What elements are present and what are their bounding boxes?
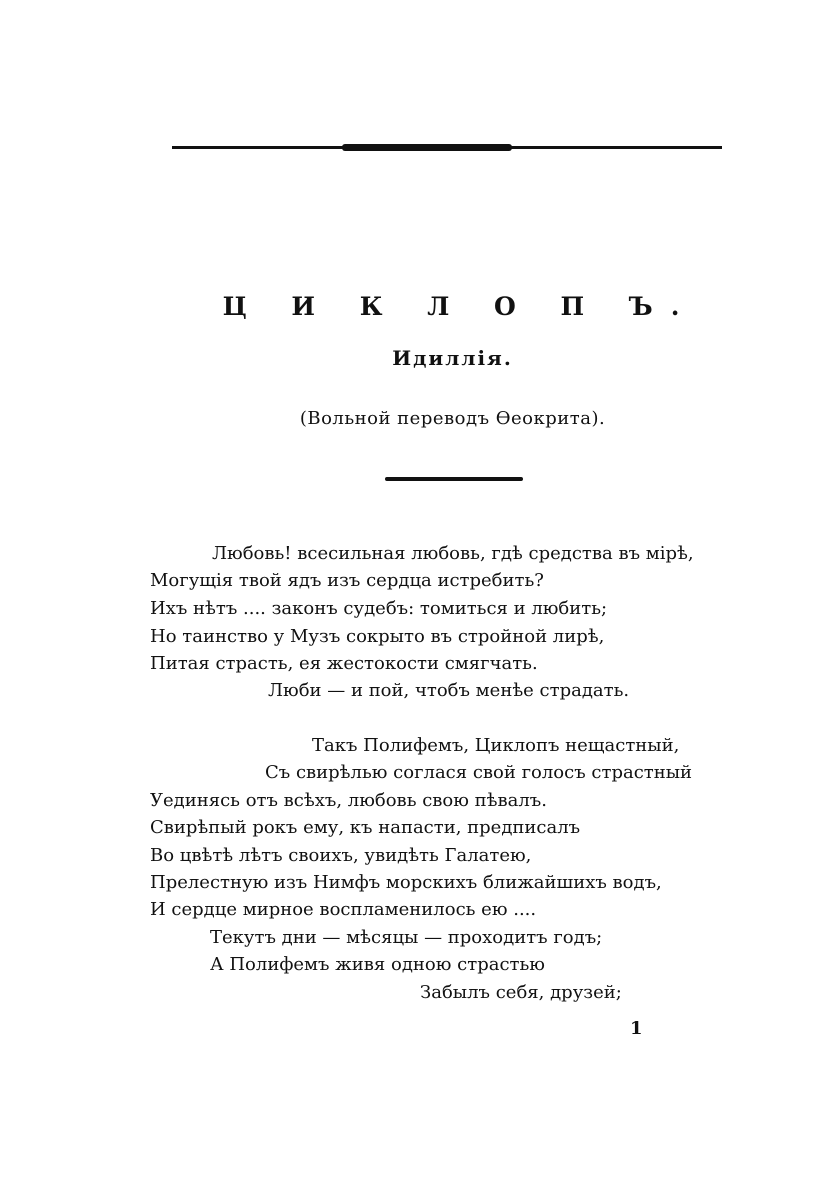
stanza-2-line-8: Текутъ дни — мѣсяцы — проходитъ годъ;	[210, 927, 603, 948]
poem-subtitle: Идиллія.	[392, 346, 513, 370]
stanza-1-line-2: Могущія твой ядъ изъ сердца истребить?	[150, 570, 544, 591]
stanza-2-line-2: Съ свирѣлью соглася свой голосъ страстный	[265, 762, 693, 783]
stanza-2-line-7: И сердце мирное воспламенилось ею ....	[150, 899, 537, 920]
stanza-2-line-9: А Полифемъ живя одною страстью	[210, 954, 545, 975]
stanza-1-line-1: Любовь! всесильная любовь, гдѣ средства въ мірѣ,	[212, 543, 694, 564]
stanza-2-line-3: Уединясь отъ всѣхъ, любовь свою пѣвалъ.	[150, 790, 547, 811]
stanza-1-line-4: Но таинство у Музъ сокрыто въ стройной лирѣ,	[150, 626, 605, 647]
poem-title: Ц И К Л О П Ъ.	[222, 292, 698, 321]
stanza-1-line-6: Люби — и пой, чтобъ менѣе страдать.	[268, 680, 630, 701]
stanza-2-line-6: Прелестную изъ Нимфъ морскихъ ближайшихъ водъ,	[150, 872, 662, 893]
page-number: 1	[630, 1018, 643, 1039]
stanza-2-line-1: Такъ Полифемъ, Циклопъ нещастный,	[312, 735, 680, 756]
translation-note: (Вольной переводъ Ѳеокрита).	[299, 408, 606, 429]
stanza-1-line-3: Ихъ нѣтъ .... законъ судебъ: томиться и любить;	[150, 598, 608, 619]
stanza-2-line-5: Во цвѣтѣ лѣтъ своихъ, увидѣть Галатею,	[150, 845, 532, 866]
stanza-2-line-10: Забылъ себя, друзей;	[420, 982, 622, 1003]
stanza-1-line-5: Питая страсть, ея жестокости смягчать.	[150, 653, 538, 674]
stanza-2-line-4: Свирѣпый рокъ ему, къ напасти, предписалъ	[150, 817, 581, 838]
